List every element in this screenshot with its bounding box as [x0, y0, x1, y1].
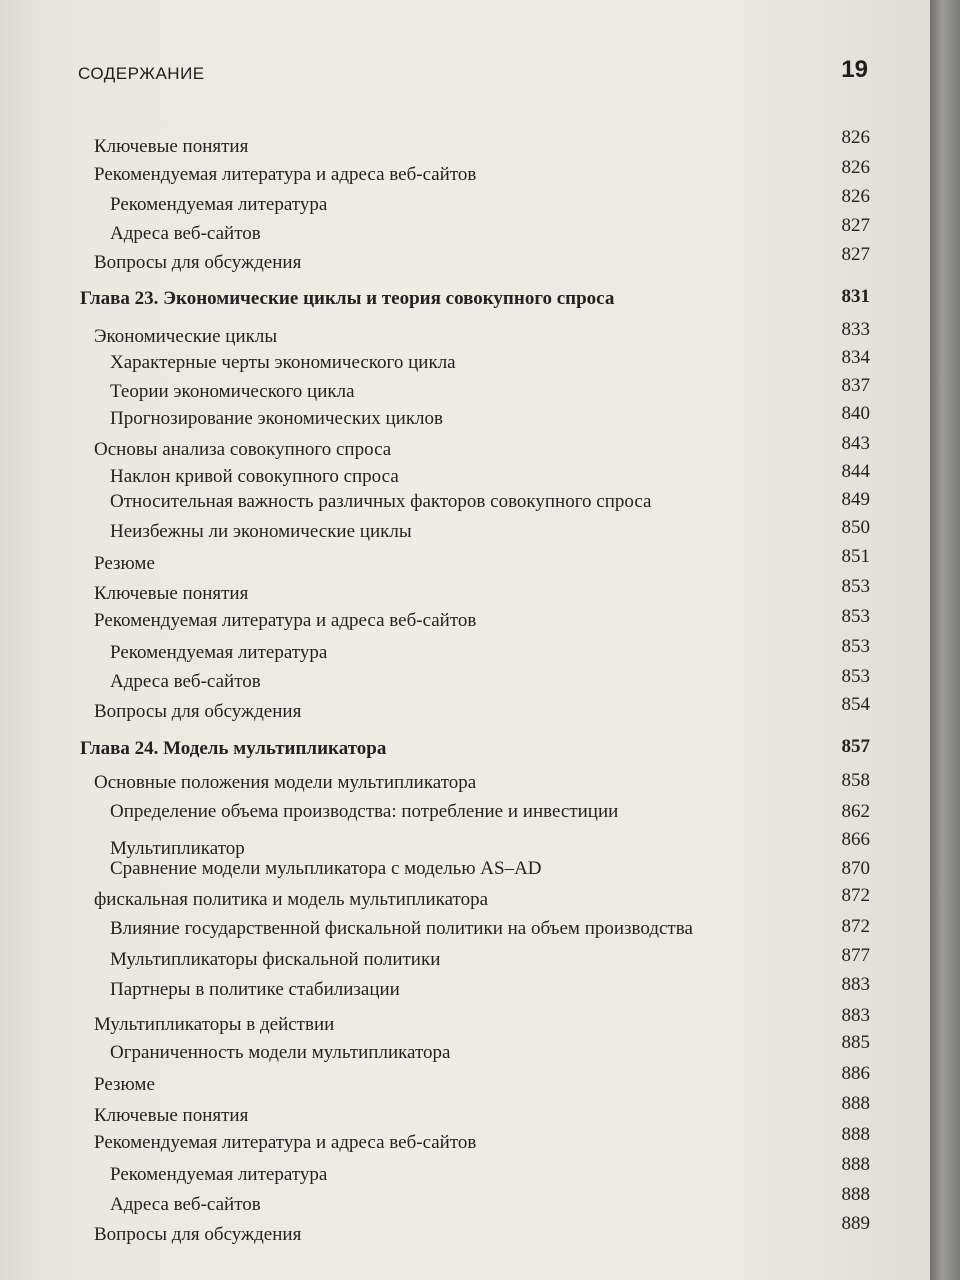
entry-title: Адреса веб-сайтов [110, 223, 261, 244]
entry-page-number: 831 [841, 286, 870, 307]
entry-page-number: 853 [841, 576, 870, 597]
entry-title: Теории экономического цикла [110, 381, 355, 402]
book-edge [930, 0, 960, 1280]
entry-title: Экономические циклы [94, 326, 278, 347]
entry-page-number: 837 [841, 375, 870, 396]
entry-page-number: 889 [841, 1213, 870, 1234]
entry-title: Наклон кривой совокупного спроса [110, 466, 399, 487]
entry-title: Рекомендуемая литература [110, 194, 328, 215]
entry-page-number: 877 [841, 945, 870, 966]
entry-title: Характерные черты экономического цикла [110, 352, 456, 373]
entry-page-number: 850 [841, 517, 870, 538]
entry-title: Ключевые понятия [94, 1105, 249, 1126]
chapter-title: Глава 24. Модель мультипликатора [80, 738, 387, 759]
entry-title: Вопросы для обсуждения [94, 701, 302, 722]
entry-page-number: 853 [841, 636, 870, 657]
entry-page-number: 853 [841, 666, 870, 687]
page-header [78, 56, 868, 96]
entry-title: Прогнозирование экономических циклов [110, 408, 444, 429]
entry-page-number: 888 [841, 1124, 870, 1145]
running-head: СОДЕРЖАНИЕ [78, 64, 205, 83]
entry-page-number: 843 [841, 433, 870, 454]
entry-title: Сравнение модели мульпликатора с моделью AS–AD [110, 858, 542, 879]
entry-page-number: 886 [841, 1063, 870, 1084]
entry-page-number: 826 [841, 127, 870, 148]
entry-page-number: 840 [841, 403, 870, 424]
entry-page-number: 853 [841, 606, 870, 627]
entry-page-number: 883 [841, 1005, 870, 1026]
entry-page-number: 866 [841, 829, 870, 850]
entry-title: Основные положения модели мультипликатора [94, 772, 477, 793]
entry-page-number: 872 [841, 916, 870, 937]
entry-page-number: 885 [841, 1032, 870, 1053]
page-number: 19 [841, 56, 868, 83]
entry-title: Влияние государственной фискальной политики на объем производства [110, 918, 693, 939]
entry-title: Рекомендуемая литература и адреса веб-сайтов [94, 164, 477, 185]
entry-title: Ограниченность модели мультипликатора [110, 1042, 451, 1063]
entry-title: Определение объема производства: потребление и инвестиции [110, 801, 619, 822]
entry-page-number: 851 [841, 546, 870, 567]
entry-page-number: 883 [841, 974, 870, 995]
entry-title: Ключевые понятия [94, 136, 249, 157]
entry-title: Мультипликаторы фискальной политики [110, 949, 441, 970]
entry-title: Мультипликаторы в действии [94, 1014, 335, 1035]
entry-title: Ключевые понятия [94, 583, 249, 604]
entry-page-number: 826 [841, 186, 870, 207]
entry-page-number: 872 [841, 885, 870, 906]
entry-title: Рекомендуемая литература и адреса веб-сайтов [94, 610, 477, 631]
entry-title: Адреса веб-сайтов [110, 671, 261, 692]
entry-page-number: 834 [841, 347, 870, 368]
entry-page-number: 862 [841, 801, 870, 822]
entry-title: Резюме [94, 1074, 155, 1095]
entry-page-number: 833 [841, 319, 870, 340]
chapter-title: Глава 23. Экономические циклы и теория совокупного спроса [80, 288, 615, 309]
entry-page-number: 827 [841, 215, 870, 236]
entry-page-number: 844 [841, 461, 870, 482]
entry-title: Рекомендуемая литература и адреса веб-сайтов [94, 1132, 477, 1153]
entry-page-number: 827 [841, 244, 870, 265]
entry-page-number: 888 [841, 1154, 870, 1175]
entry-page-number: 888 [841, 1093, 870, 1114]
entry-title: Неизбежны ли экономические циклы [110, 521, 412, 542]
entry-page-number: 888 [841, 1184, 870, 1205]
entry-title: Резюме [94, 553, 155, 574]
entry-page-number: 849 [841, 489, 870, 510]
entry-title: Мультипликатор [110, 838, 245, 859]
entry-title: Адреса веб-сайтов [110, 1194, 261, 1215]
entry-title: Вопросы для обсуждения [94, 252, 302, 273]
entry-title: фискальная политика и модель мультипликатора [94, 889, 489, 910]
entry-page-number: 858 [841, 770, 870, 791]
entry-page-number: 857 [841, 736, 870, 757]
entry-title: Вопросы для обсуждения [94, 1224, 302, 1245]
entry-title: Рекомендуемая литература [110, 1164, 328, 1185]
entry-title: Относительная важность различных факторов совокупного спроса [110, 491, 652, 512]
entry-title: Рекомендуемая литература [110, 642, 328, 663]
entry-title: Партнеры в политике стабилизации [110, 979, 400, 1000]
entry-page-number: 826 [841, 157, 870, 178]
entry-title: Основы анализа совокупного спроса [94, 439, 392, 460]
entry-page-number: 870 [841, 858, 870, 879]
entry-page-number: 854 [841, 694, 870, 715]
